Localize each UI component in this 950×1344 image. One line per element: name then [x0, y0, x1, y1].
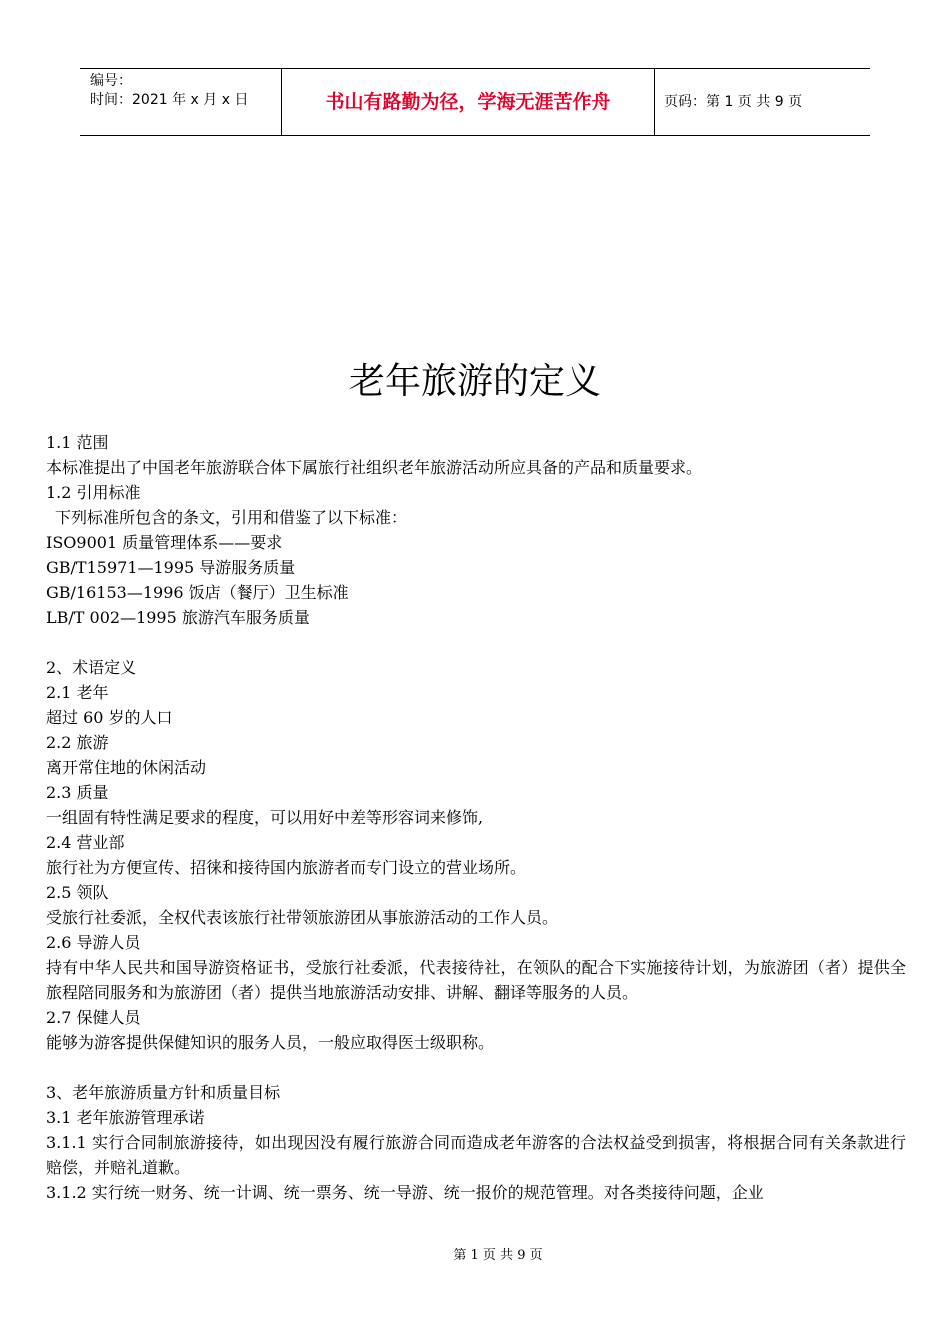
- paragraph: 受旅行社委派，全权代表该旅行社带领旅游团从事旅游活动的工作人员。: [46, 908, 559, 927]
- header-date-label: 时间：2021 年 x 月 x 日: [90, 92, 249, 108]
- header-page-info: 页码：第 1 页 共 9 页: [664, 94, 803, 110]
- heading-2-1: 2.1 老年: [46, 683, 109, 702]
- heading-2: 2、术语定义: [46, 658, 137, 677]
- heading-2-2: 2.2 旅游: [46, 733, 109, 752]
- page-footer: 第 1 页 共 9 页: [453, 1248, 543, 1263]
- heading-3: 3、老年旅游质量方针和质量目标: [46, 1083, 281, 1102]
- paragraph: 能够为游客提供保健知识的服务人员，一般应取得医士级职称。: [46, 1033, 495, 1052]
- paragraph: 超过 60 岁的人口: [46, 708, 173, 727]
- heading-2-4: 2.4 营业部: [46, 833, 125, 852]
- header-motto: 书山有路勤为径，学海无涯苦作舟: [325, 91, 611, 113]
- document-title: 老年旅游的定义: [348, 361, 601, 402]
- standard-item: GB/16153—1996 饭店（餐厅）卫生标准: [46, 583, 349, 602]
- heading-2-5: 2.5 领队: [46, 883, 109, 902]
- header-divider-right: [654, 69, 655, 135]
- header-top-rule: [80, 68, 870, 69]
- heading-1-1: 1.1 范围: [46, 433, 109, 452]
- heading-3-1: 3.1 老年旅游管理承诺: [46, 1108, 205, 1127]
- heading-2-3: 2.3 质量: [46, 783, 109, 802]
- paragraph: 一组固有特性满足要求的程度，可以用好中差等形容词来修饰,: [46, 808, 484, 827]
- heading-1-2: 1.2 引用标准: [46, 483, 141, 502]
- standard-item: ISO9001 质量管理体系——要求: [46, 533, 283, 552]
- spacer: [46, 1055, 906, 1080]
- paragraph: 下列标准所包含的条文，引用和借鉴了以下标准：: [55, 508, 408, 527]
- paragraph: 3.1.2 实行统一财务、统一计调、统一票务、统一导游、统一报价的规范管理。对各类接待问题，企业: [46, 1183, 764, 1202]
- paragraph: 旅行社为方便宣传、招徕和接待国内旅游者而专门设立的营业场所。: [46, 858, 527, 877]
- paragraph: 本标准提出了中国老年旅游联合体下属旅行社组织老年旅游活动所应具备的产品和质量要求。: [46, 458, 703, 477]
- header-number-label: 编号：: [90, 73, 132, 89]
- paragraph: 离开常住地的休闲活动: [46, 758, 207, 777]
- header-bottom-rule: [80, 135, 870, 136]
- header-left-cell: [90, 72, 248, 110]
- heading-2-7: 2.7 保健人员: [46, 1008, 141, 1027]
- heading-2-6: 2.6 导游人员: [46, 933, 141, 952]
- standard-item: GB/T15971—1995 导游服务质量: [46, 558, 296, 577]
- document-body: [46, 430, 906, 1205]
- standard-item: LB/T 002—1995 旅游汽车服务质量: [46, 608, 310, 627]
- paragraph: 3.1.1 实行合同制旅游接待，如出现因没有履行旅游合同而造成老年游客的合法权益受到损害，将根据合同有关条款进行赔偿，并赔礼道歉。: [46, 1133, 906, 1177]
- spacer: [46, 630, 906, 655]
- paragraph: 持有中华人民共和国导游资格证书，受旅行社委派，代表接待社，在领队的配合下实施接待计划，为旅游团（者）提供全旅程陪同服务和为旅游团（者）提供当地旅游活动安排、讲解、翻译等服务的人员。: [46, 958, 906, 1002]
